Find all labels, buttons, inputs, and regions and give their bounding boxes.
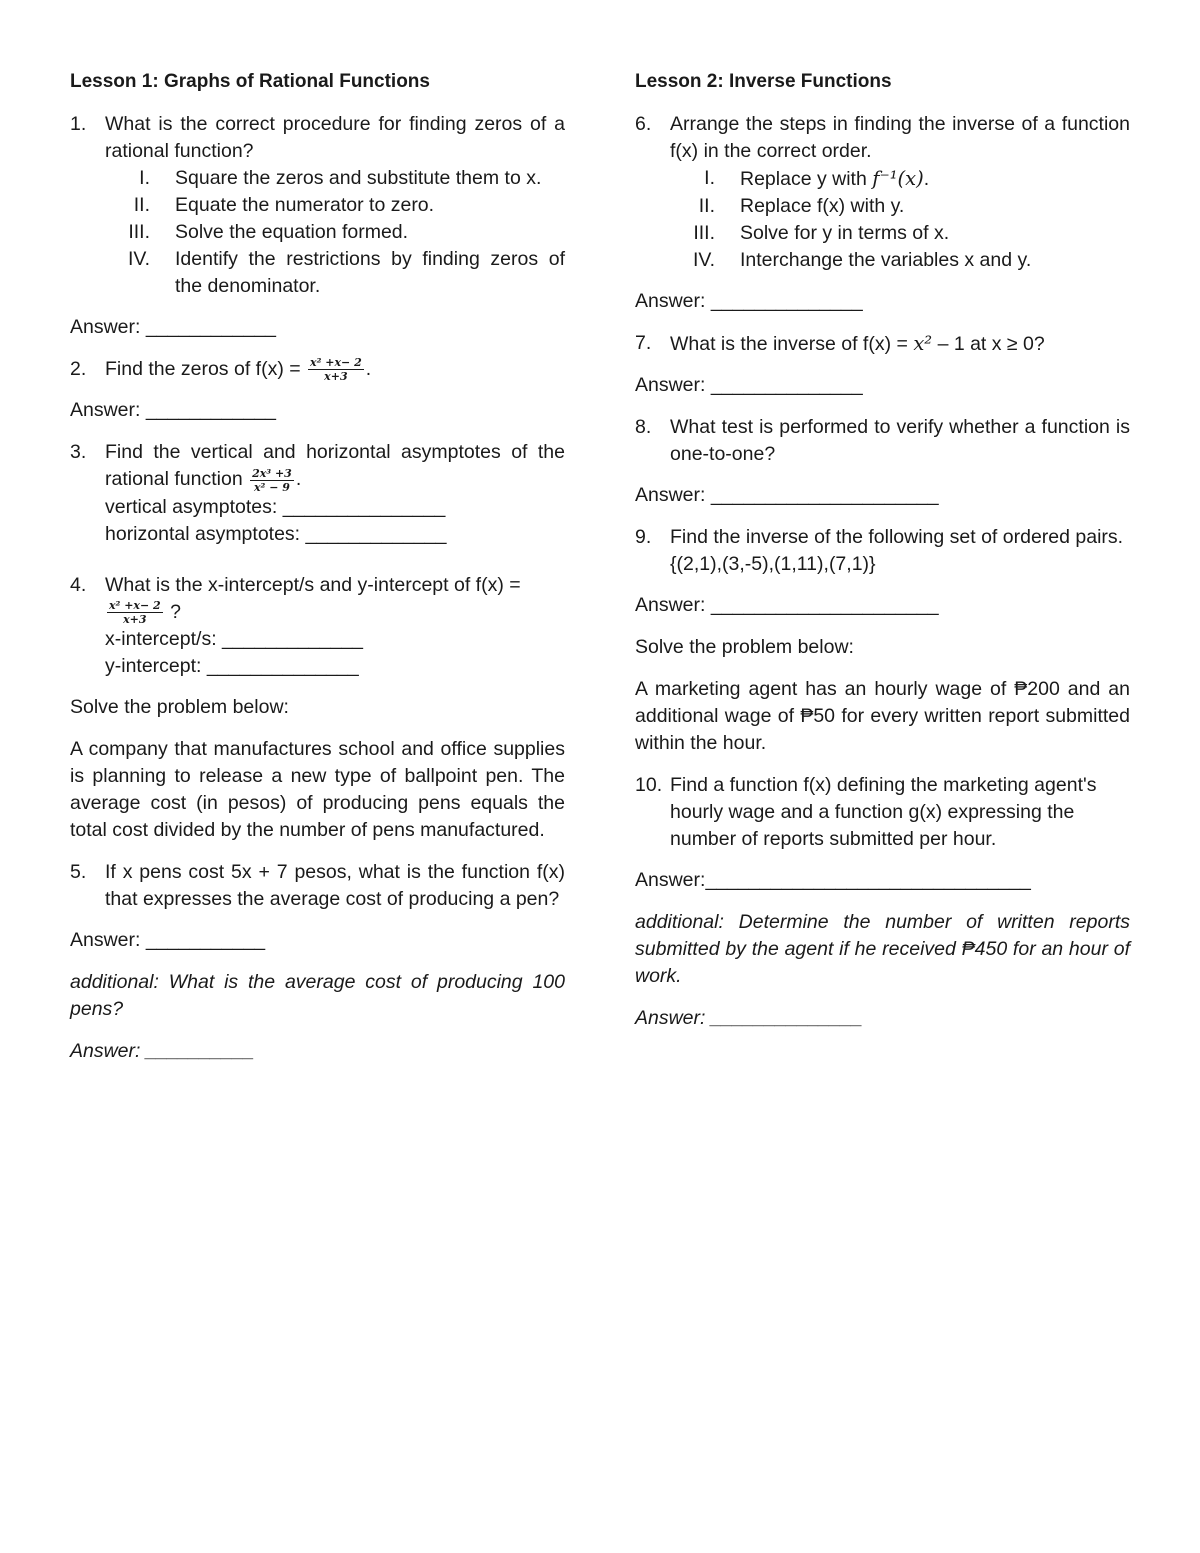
question-1 bbox=[70, 111, 565, 300]
answer-line-6[interactable]: Answer: ______________ bbox=[635, 290, 863, 312]
roman-numeral: II. bbox=[133, 194, 150, 216]
lesson2-column bbox=[635, 68, 1130, 1047]
question-8 bbox=[635, 414, 1130, 468]
vertical-asymptotes-answer[interactable]: vertical asymptotes: _______________ bbox=[105, 495, 446, 518]
question-number: 1. bbox=[70, 113, 87, 135]
additional-answer-line[interactable]: Answer: __________ bbox=[70, 1040, 255, 1063]
inverse-steps bbox=[670, 165, 1130, 274]
x-intercept-answer[interactable]: x-intercept/s: _____________ bbox=[105, 628, 364, 651]
step-text: Solve the equation formed. bbox=[175, 221, 409, 243]
lesson2-heading: Lesson 2: Inverse Functions bbox=[635, 71, 892, 92]
question-number: 8. bbox=[635, 416, 652, 438]
question-text: What test is performed to verify whether a function is one-to-one? bbox=[670, 416, 1130, 465]
answer-line-1[interactable]: Answer: ____________ bbox=[70, 316, 276, 338]
step-item bbox=[670, 220, 1130, 247]
step-text: Replace f(x) with y. bbox=[740, 195, 905, 217]
ordered-pairs: {(2,1),(3,-5),(1,11),(7,1)} bbox=[670, 553, 876, 575]
lesson1-column bbox=[70, 68, 565, 1080]
question-text: What is the x-intercept/s and y-intercept of f(x) = bbox=[105, 573, 521, 596]
lesson1-heading: Lesson 1: Graphs of Rational Functions bbox=[70, 71, 430, 92]
step-text: Equate the numerator to zero. bbox=[175, 194, 435, 216]
question-6 bbox=[635, 111, 1130, 274]
fraction-numerator: x² +x− 2 bbox=[310, 356, 362, 370]
fraction bbox=[250, 467, 294, 494]
question-10 bbox=[635, 772, 1130, 853]
additional-question: additional: What is the average cost of producing 100 pens? bbox=[70, 971, 565, 1021]
roman-numeral: I. bbox=[139, 167, 150, 189]
roman-numeral: IV. bbox=[692, 249, 715, 271]
fraction-numerator: 2x³ +3 bbox=[252, 466, 292, 480]
step-item bbox=[105, 165, 565, 192]
additional-question: additional: Determine the number of written reports submitted by the agent if he received ₱450 for an hour of work. bbox=[635, 911, 1130, 987]
answer-line-7[interactable]: Answer: ______________ bbox=[635, 374, 863, 396]
inverse-notation: f⁻¹(x) bbox=[872, 167, 924, 190]
answer-line-9[interactable]: Answer: _____________________ bbox=[635, 594, 939, 616]
roman-numeral: I. bbox=[704, 167, 715, 189]
math-expression: x² bbox=[913, 332, 933, 355]
roman-numeral: II. bbox=[698, 195, 715, 217]
question-text: Arrange the steps in finding the inverse of a function f(x) in the correct order. bbox=[670, 113, 1130, 162]
roman-numeral: III. bbox=[693, 222, 715, 244]
step-item bbox=[105, 246, 565, 300]
fraction-denominator: x+3 bbox=[123, 613, 147, 627]
fraction-denominator: x² − 9 bbox=[254, 480, 290, 494]
question-number: 3. bbox=[70, 441, 87, 464]
question-number: 5. bbox=[70, 861, 87, 884]
question-text: Find the zeros of f(x) = bbox=[105, 358, 301, 380]
fraction-numerator: x² +x− 2 bbox=[109, 599, 161, 613]
word-problem: A marketing agent has an hourly wage of ₱200 and an additional wage of ₱50 for every written report submitted within the hour. bbox=[635, 678, 1130, 754]
solve-label: Solve the problem below: bbox=[635, 636, 854, 658]
step-item bbox=[105, 192, 565, 219]
question-number: 2. bbox=[70, 358, 87, 380]
answer-line-2[interactable]: Answer: ____________ bbox=[70, 399, 276, 422]
step-text: Identify the restrictions by finding zeros of the denominator. bbox=[175, 248, 565, 297]
solve-label: Solve the problem below: bbox=[70, 696, 289, 719]
additional-answer-line[interactable]: Answer: ______________ bbox=[635, 1007, 863, 1029]
question-2 bbox=[70, 356, 565, 383]
question-9 bbox=[635, 524, 1130, 578]
punctuation: . bbox=[923, 168, 930, 190]
question-5 bbox=[70, 859, 565, 913]
answer-line-10[interactable]: Answer:______________________________ bbox=[635, 869, 1031, 891]
step-item bbox=[670, 247, 1130, 274]
question-number: 7. bbox=[635, 332, 652, 354]
horizontal-asymptotes-answer[interactable]: horizontal asymptotes: _____________ bbox=[105, 522, 447, 545]
question-number: 6. bbox=[635, 113, 652, 135]
answer-line-8[interactable]: Answer: _____________________ bbox=[635, 484, 939, 506]
step-text: Replace y with bbox=[740, 168, 867, 190]
step-text: Interchange the variables x and y. bbox=[740, 249, 1032, 271]
question-number: 9. bbox=[635, 526, 652, 548]
question-3 bbox=[70, 439, 565, 547]
question-text: Find the vertical and horizontal asymptotes of the rational function bbox=[105, 441, 565, 491]
fraction-denominator: x+3 bbox=[324, 370, 348, 384]
question-number: 10. bbox=[635, 774, 663, 796]
procedure-steps bbox=[105, 165, 565, 300]
question-4 bbox=[70, 572, 565, 680]
punctuation: ? bbox=[170, 600, 181, 623]
punctuation: . bbox=[295, 468, 302, 491]
step-item bbox=[105, 219, 565, 246]
step-text: Square the zeros and substitute them to x. bbox=[175, 167, 542, 189]
step-text: Solve for y in terms of x. bbox=[740, 222, 950, 244]
question-text: Find the inverse of the following set of ordered pairs. bbox=[670, 526, 1124, 548]
question-text: Find a function f(x) defining the marketing agent's hourly wage and a function g(x) expressing the number of reports submitted per hour. bbox=[670, 774, 1097, 850]
fraction bbox=[107, 599, 163, 626]
question-number: 4. bbox=[70, 573, 87, 596]
question-7 bbox=[635, 330, 1130, 358]
question-text: What is the inverse of f(x) = bbox=[670, 333, 908, 355]
step-item bbox=[670, 165, 1130, 193]
word-problem: A company that manufactures school and office supplies is planning to release a new type of ballpoint pen. The average cost (in pesos) of producing pens equals the total cost divided by the number of pens manufactured. bbox=[70, 738, 565, 842]
punctuation: . bbox=[365, 358, 372, 380]
fraction bbox=[308, 356, 364, 383]
step-item bbox=[670, 193, 1130, 220]
question-text-end: – 1 at x ≥ 0? bbox=[937, 333, 1045, 355]
y-intercept-answer[interactable]: y-intercept: ______________ bbox=[105, 655, 359, 678]
roman-numeral: III. bbox=[128, 221, 150, 243]
roman-numeral: IV. bbox=[127, 248, 150, 270]
answer-line-5[interactable]: Answer: ___________ bbox=[70, 929, 266, 952]
question-text: If x pens cost 5x + 7 pesos, what is the function f(x) that expresses the average cost of producing a pen? bbox=[105, 861, 565, 911]
question-text: What is the correct procedure for finding zeros of a rational function? bbox=[105, 113, 565, 162]
